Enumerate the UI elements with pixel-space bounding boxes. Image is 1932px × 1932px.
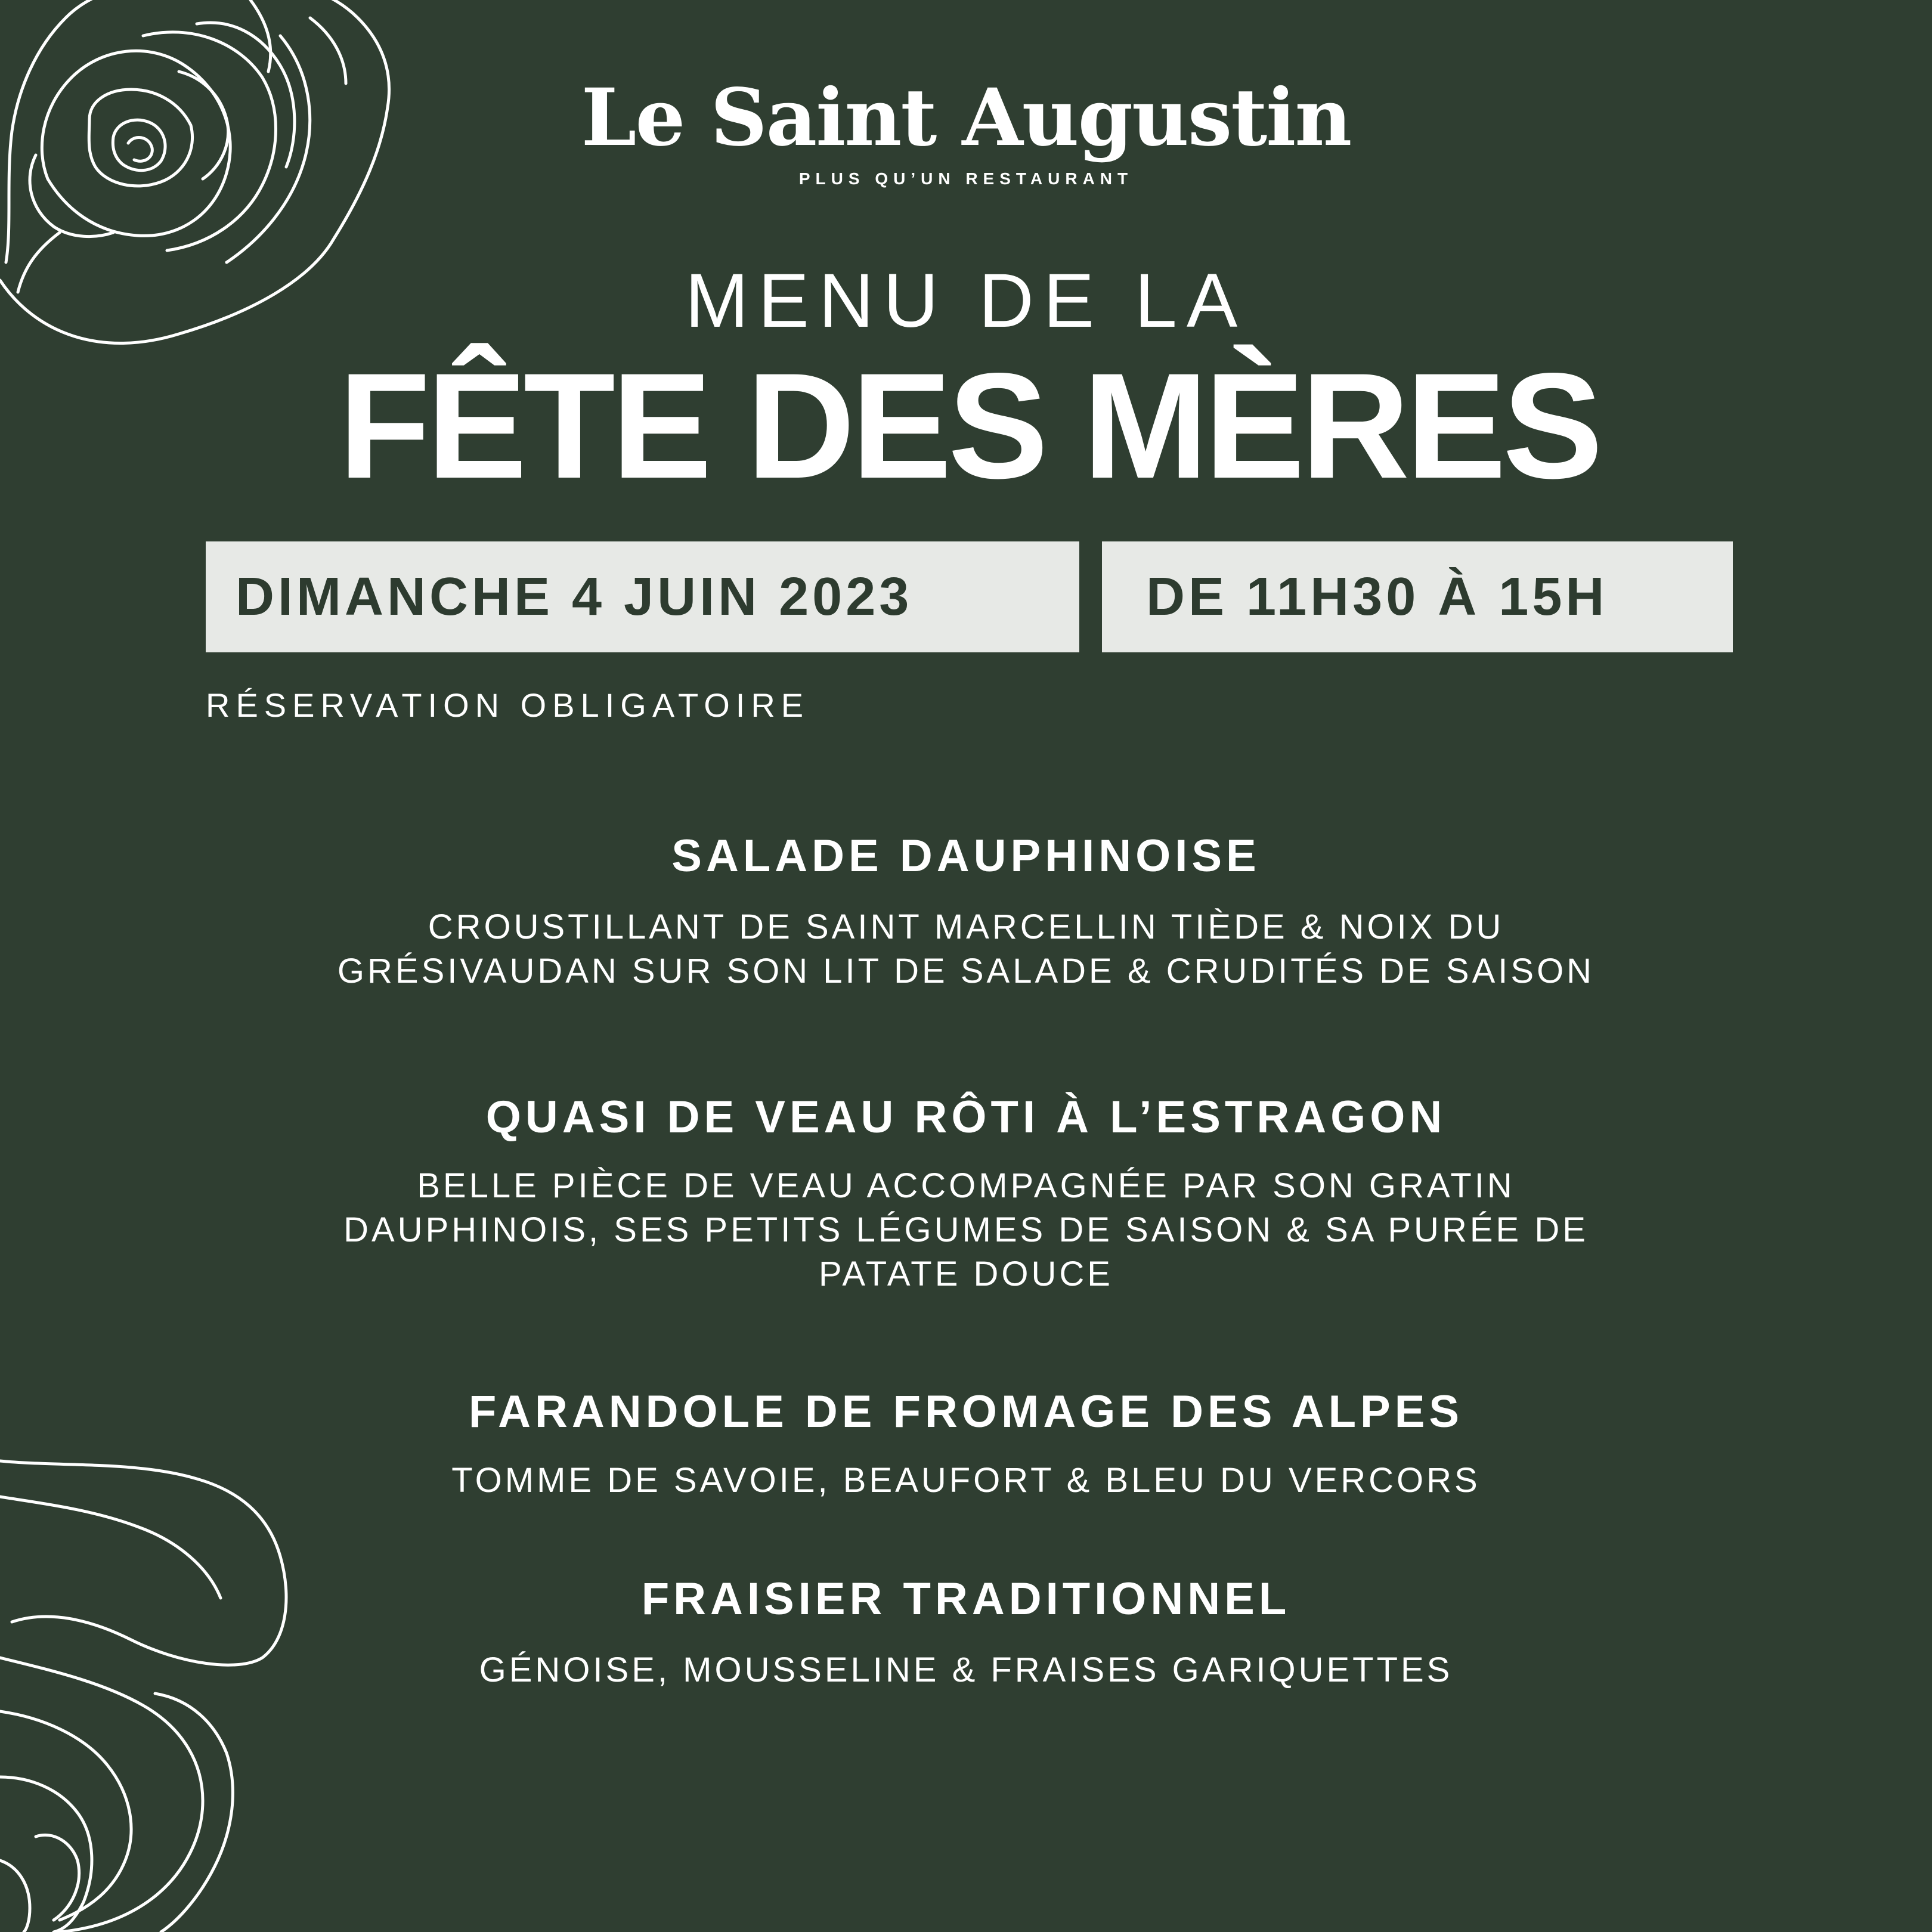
menu-course-cheese [239,1382,1693,1503]
course-description-line: DAUPHINOIS, SES PETITS LÉGUMES DE SAISON & SA PURÉE DE [343,1210,1589,1249]
menu-course-starter [239,826,1693,993]
course-description-line: GÉNOISE, MOUSSELINE & FRAISES GARIQUETTES [479,1651,1453,1689]
menu-title-line1: MENU DE LA [685,258,1247,343]
course-description [239,905,1693,993]
course-description-line: PATATE DOUCE [819,1255,1113,1293]
event-date-badge: DIMANCHE 4 JUIN 2023 [206,541,1079,652]
course-title: FARANDOLE DE FROMAGE DES ALPES [468,1386,1464,1437]
course-description [239,1164,1693,1296]
course-description-line: CROUSTILLANT DE SAINT MARCELLIN TIÈDE & NOIX DU [428,908,1504,946]
course-description-line: TOMME DE SAVOIE, BEAUFORT & BLEU DU VERCORS [451,1461,1481,1500]
menu-course-main [239,1088,1693,1296]
course-description [239,1459,1693,1503]
course-title: SALADE DAUPHINOISE [671,831,1261,881]
restaurant-name: Le Saint Augustin [581,72,1351,164]
course-description-line: GRÉSIVAUDAN SUR SON LIT DE SALADE & CRUDITÉS DE SAISON [337,952,1595,990]
event-time-badge: DE 11H30 À 15H [1102,541,1733,652]
restaurant-tagline: PLUS QU’UN RESTAURANT [798,169,1134,188]
menu-title-line2: FÊTE DES MÈRES [338,342,1600,510]
course-description-line: BELLE PIÈCE DE VEAU ACCOMPAGNÉE PAR SON GRATIN [417,1166,1515,1205]
course-description [239,1648,1693,1692]
menu-course-dessert [239,1569,1693,1692]
reservation-notice: RÉSERVATION OBLIGATOIRE [206,686,810,724]
course-title: QUASI DE VEAU RÔTI À L’ESTRAGON [485,1092,1447,1143]
course-title: FRAISIER TRADITIONNEL [641,1574,1291,1624]
